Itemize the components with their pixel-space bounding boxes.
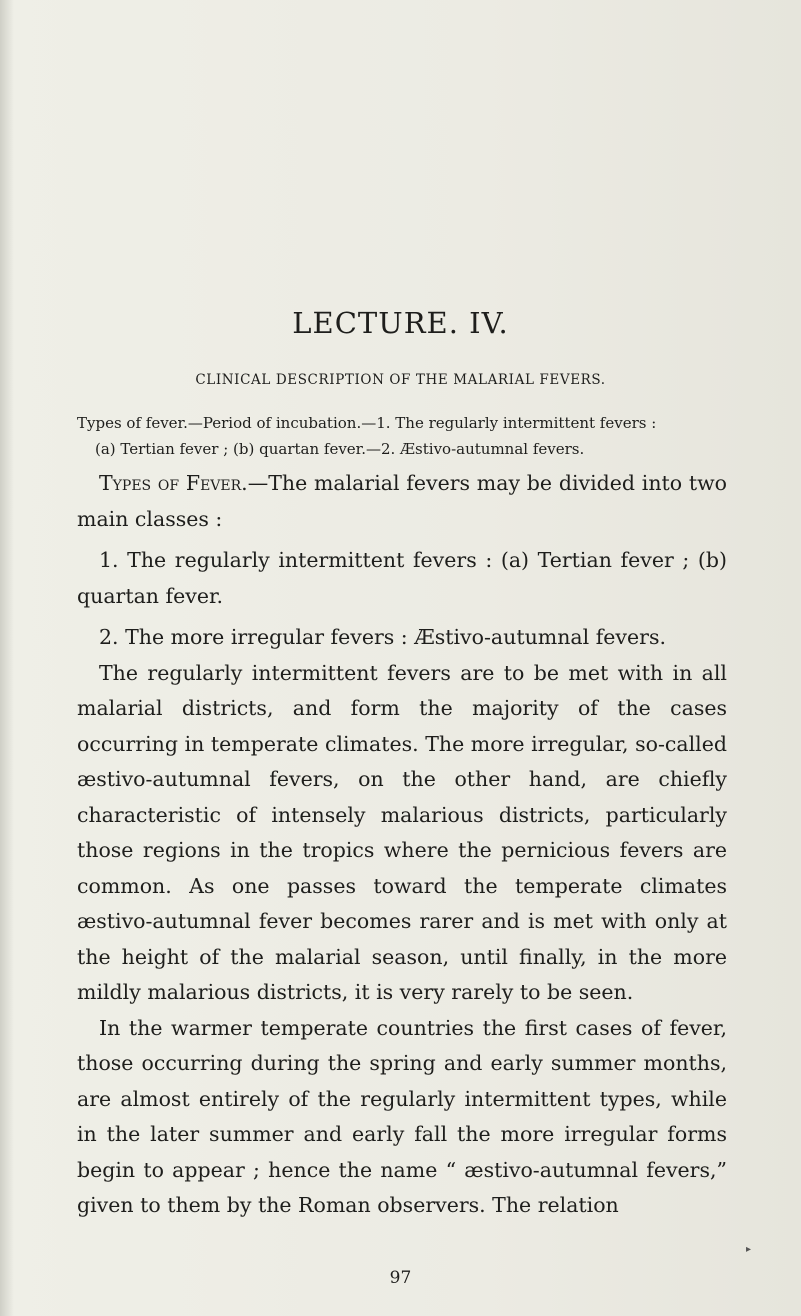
lecture-title: LECTURE. IV. (292, 306, 509, 340)
binding-shadow (0, 0, 14, 1316)
section-lead: Types of Fever. (99, 471, 248, 495)
chapter-summary (77, 410, 727, 462)
paragraph-types-text: —The malarial fevers may be divided into two main classes : (77, 471, 727, 531)
lecture-subtitle: CLINICAL DESCRIPTION OF THE MALARIAL FEVERS. (195, 372, 606, 388)
summary-line-2: (a) Tertian fever ; (b) quartan fever.—2. Æstivo-autumnal fevers. (95, 440, 585, 458)
paragraph-types (77, 466, 727, 537)
summary-line-1: Types of fever.—Period of incubation.—1. The regularly intermittent fevers : (77, 414, 657, 432)
paragraph-distribution: The regularly intermittent fevers are to be met with in all malarial districts, and form the majority of the cases occurring in temperate climates. The more irregular, so-called æstivo-autumnal fevers, on the other hand, are chiefly characteristic of intensely malarious districts, particularly those regions in the tropics where the pernicious fevers are common. As one passes toward the temperate climates æstivo-autumnal fever becomes rarer and is met with only at the height of the malarial season, until finally, in the more mildly malarious districts, it is very rarely to be seen. (77, 660, 727, 1004)
paragraph-class-2: 2. The more irregular fevers : Æstivo-autumnal fevers. (99, 625, 666, 649)
paragraph-class-1: 1. The regularly intermittent fevers : (a) Tertian fever ; (b) quartan fever. (77, 548, 727, 608)
page-number: 97 (389, 1268, 412, 1288)
paragraph-seasonal: In the warmer temperate countries the first cases of fever, those occurring during the spring and early summer months, are almost entirely of the regularly intermittent types, while in the later summer and early fall the more irregular forms begin to appear ; hence the name “ æstivo-autumnal fevers,” given to them by the Roman observers. The relation (77, 1015, 727, 1217)
body-text (77, 466, 727, 1224)
page-speck: ▸ (746, 1244, 752, 1255)
